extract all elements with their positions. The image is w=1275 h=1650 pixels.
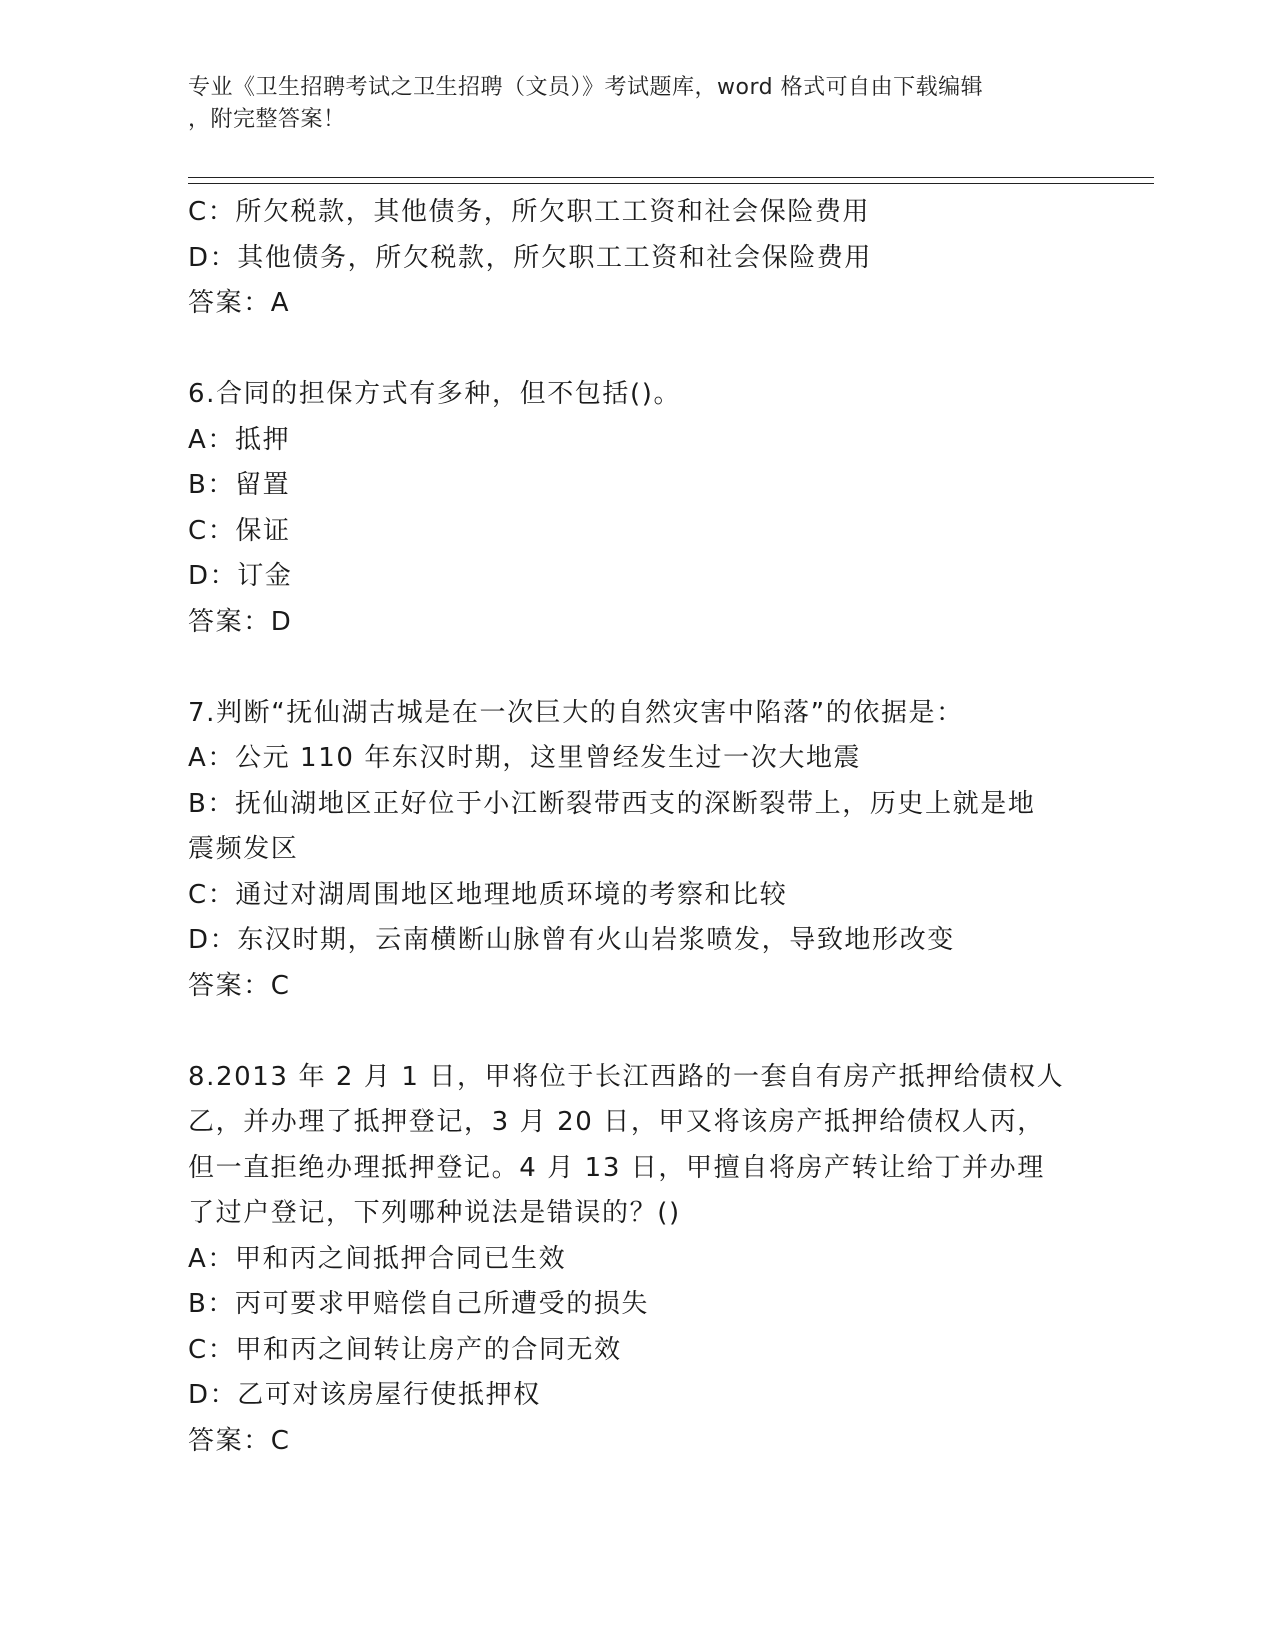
question-list [188,190,1088,1464]
answer: 答案：C [188,1425,291,1456]
option-b: B：丙可要求甲赔偿自己所遭受的损失 [188,1289,650,1319]
option-a: A：甲和丙之间抵押合同已生效 [188,1243,567,1274]
option-a: A：公元 110 年东汉时期，这里曾经发生过一次大地震 [188,743,862,773]
option-b: B：留置 [188,470,291,500]
spacer [188,1009,1088,1055]
question-6 [188,372,1088,645]
spacer [188,327,1088,373]
question-8 [188,1055,1088,1465]
answer: 答案：D [188,606,293,637]
option-c: C：甲和丙之间转让房产的合同无效 [188,1334,622,1365]
option-d: D：其他债务，所欠税款，所欠职工工资和社会保险费用 [188,242,873,273]
spacer [188,645,1088,691]
answer: 答案：A [188,288,291,318]
option-c: C：保证 [188,515,291,546]
answer: 答案：C [188,970,291,1001]
question-stem-line: 了过户登记，下列哪种说法是错误的？() [188,1198,681,1228]
option-c: C：通过对湖周围地区地理地质环境的考察和比较 [188,879,788,910]
option-d: D：乙可对该房屋行使抵押权 [188,1380,541,1410]
question-stem-line: 8.2013 年 2 月 1 日，甲将位于长江西路的一套自有房产抵押给债权人 [188,1061,1065,1092]
option-d: D：东汉时期，云南横断山脉曾有火山岩浆喷发，导致地形改变 [188,925,955,955]
option-b: B：抚仙湖地区正好位于小江断裂带西支的深断裂带上，历史上就是地 [188,788,1036,819]
header-divider [188,177,1154,178]
header-line: ，附完整答案！ [188,107,346,132]
document-header [188,72,1068,136]
question-stem: 7.判断“抚仙湖古城是在一次巨大的自然灾害中陷落”的依据是： [188,697,964,728]
question-5-tail [188,190,1088,327]
option-b-continued: 震频发区 [188,834,299,864]
header-line: 专业《卫生招聘考试之卫生招聘（文员）》考试题库，word 格式可自由下载编辑 [188,75,984,100]
question-7 [188,691,1088,1010]
question-stem: 6.合同的担保方式有多种，但不包括()。 [188,379,682,409]
header-divider [188,183,1154,184]
option-d: D：订金 [188,561,293,591]
option-a: A：抵押 [188,424,291,455]
question-stem-line: 但一直拒绝办理抵押登记。4 月 13 日，甲擅自将房产转让给丁并办理 [188,1152,1045,1183]
question-stem-line: 乙，并办理了抵押登记，3 月 20 日，甲又将该房产抵押给债权人丙， [188,1107,1045,1137]
option-c: C：所欠税款，其他债务，所欠职工工资和社会保险费用 [188,197,871,227]
